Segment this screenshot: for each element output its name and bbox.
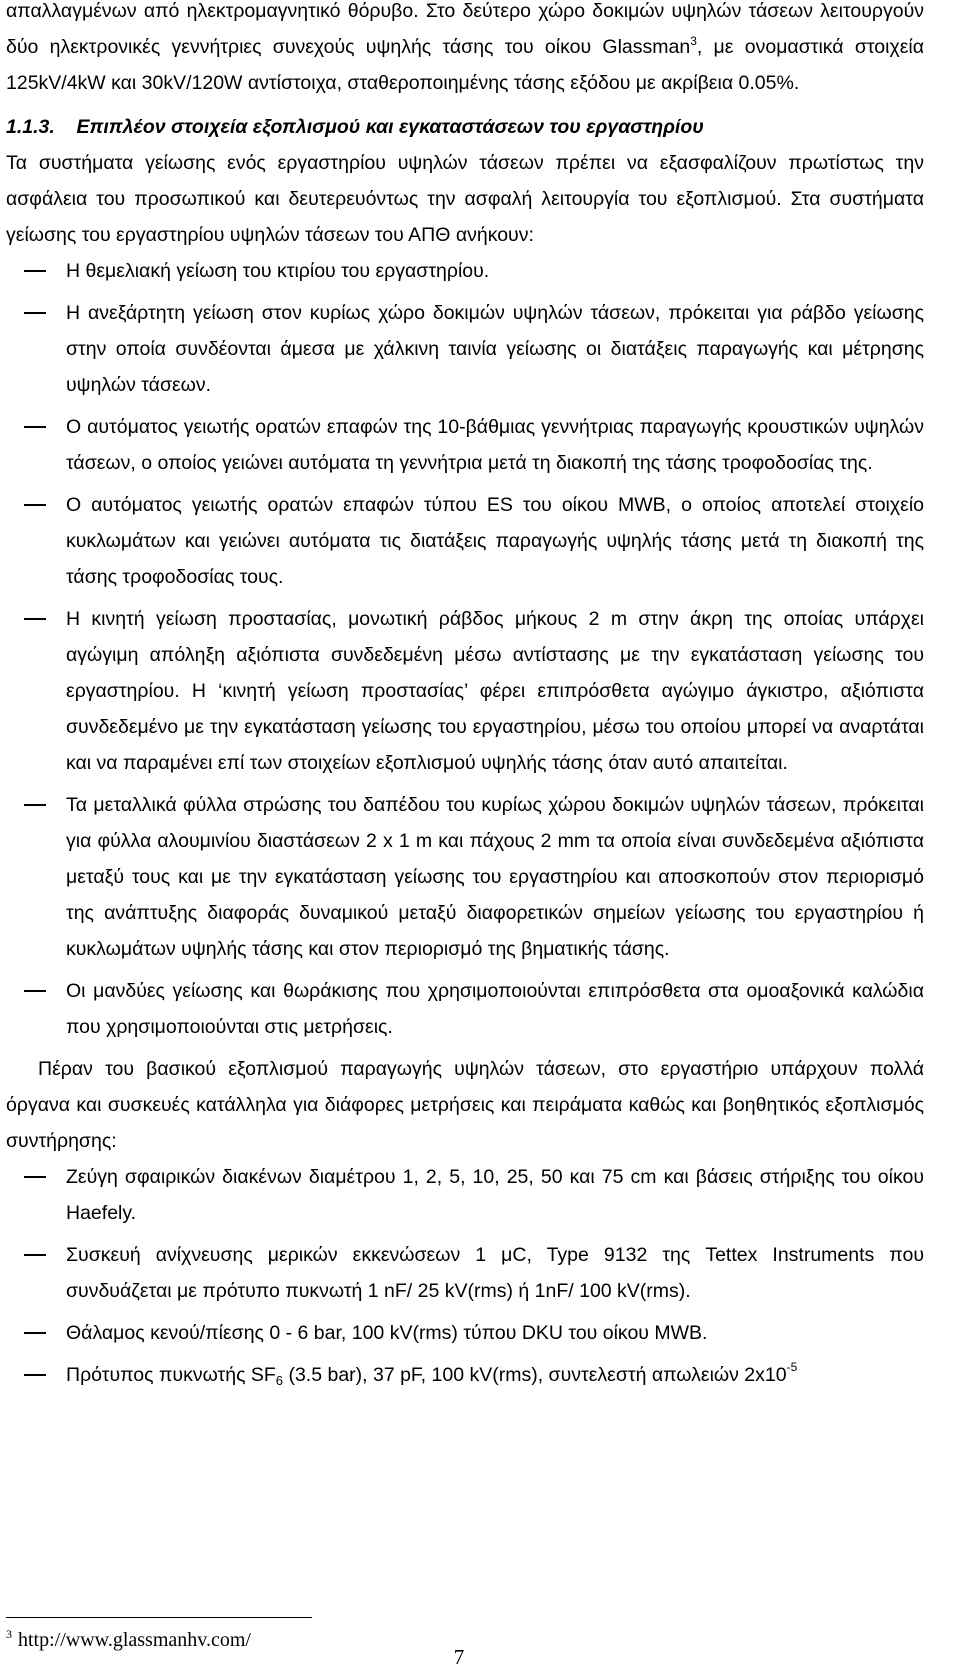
list-item — [6, 1315, 924, 1351]
list-item — [6, 973, 924, 1045]
equipment-intro-paragraph: Πέραν του βασικού εξοπλισμού παραγωγής υψηλών τάσεων, στο εργαστήριο υπάρχουν πολλά όργανα και συσκευές κατάλληλα για διάφορες μετρήσεις και πειράματα καθώς και βοηθητικός εξοπλισμός συντήρησης: — [6, 1058, 924, 1152]
grounding-systems-list — [6, 253, 924, 1045]
list-item-text-part-2: (3.5 bar), 37 pF, 100 kV(rms), συντελεστή απωλειών 2x10 — [283, 1364, 787, 1386]
list-item-text: Η θεμελιακή γείωση του κτιρίου του εργαστηρίου. — [66, 260, 490, 282]
dash-bullet-icon — [24, 990, 46, 992]
list-item-text: Οι μανδύες γείωσης και θωράκισης που χρησιμοποιούνται επιπρόσθετα στα ομοαξονικά καλώδια που χρησιμοποιούνται στις μετρήσεις. — [66, 980, 924, 1038]
grounding-intro-paragraph: Τα συστήματα γείωσης ενός εργαστηρίου υψηλών τάσεων πρέπει να εξασφαλίζουν πρωτίστως την ασφάλεια του προσωπικού και δευτερευόντως την ασφαλή λειτουργία του εξοπλισμού. Στα συστήματα γείωσης του εργαστηρίου υψηλών τάσεων του ΑΠΘ ανήκουν: — [6, 152, 924, 246]
dash-bullet-icon — [24, 804, 46, 806]
footnote-link[interactable]: http://www.glassmanhv.com/ — [18, 1629, 251, 1651]
list-item-text: Θάλαμος κενού/πίεσης 0 - 6 bar, 100 kV(rms) τύπου DKU του οίκου MWB. — [66, 1322, 708, 1344]
intro-text-part-1: απαλλαγμένων από ηλεκτρομαγνητικό θόρυβο. Στο δεύτερο χώρο δοκιμών υψηλών τάσεων λειτουργούν δύο ηλεκτρονικές γεννήτριες συνεχούς υψηλής τάσης του οίκου Glassman — [6, 0, 924, 58]
dash-bullet-icon — [24, 1374, 46, 1376]
dash-bullet-icon — [24, 1176, 46, 1178]
list-item — [6, 409, 924, 481]
list-item — [6, 253, 924, 289]
list-item — [6, 787, 924, 967]
dash-bullet-icon — [24, 618, 46, 620]
page-number: 7 — [453, 1645, 465, 1669]
dash-bullet-icon — [24, 504, 46, 506]
list-item-text: Ο αυτόματος γειωτής ορατών επαφών τύπου ES του οίκου MWB, ο οποίος αποτελεί στοιχείο κυκλωμάτων και γειώνει αυτόματα τις διατάξεις παραγωγής υψηλής τάσης μετά τη διακοπή της τάσης τροφοδοσίας τους. — [66, 494, 924, 588]
dash-bullet-icon — [24, 1332, 46, 1334]
list-item-text: Ζεύγη σφαιρικών διακένων διαμέτρου 1, 2, 5, 10, 25, 50 και 75 cm και βάσεις στήριξης του οίκου Haefely. — [66, 1166, 924, 1224]
footnote-separator — [6, 1617, 312, 1618]
list-item-text-part-1: Πρότυπος πυκνωτής SF — [66, 1364, 276, 1386]
exponent: -5 — [786, 1360, 798, 1374]
list-item-text: Η ανεξάρτητη γείωση στον κυρίως χώρο δοκιμών υψηλών τάσεων, πρόκειται για ράβδο γείωσης στην οποία συνδέονται άμεσα με χάλκινη ταινία γείωσης οι διατάξεις παραγωγής και μέτρησης υψηλών τάσεων. — [66, 302, 924, 396]
list-item-text: Ο αυτόματος γειωτής ορατών επαφών της 10-βάθμιας γεννήτριας παραγωγής κρουστικών υψηλών τάσεων, ο οποίος γειώνει αυτόματα τη γεννήτρια μετά τη διακοπή της τάσης τροφοδοσίας της. — [66, 416, 924, 474]
list-item — [6, 1159, 924, 1231]
equipment-list — [6, 1159, 924, 1393]
list-item — [6, 601, 924, 781]
footnote-reference[interactable]: 3 — [690, 34, 697, 48]
intro-paragraph — [6, 0, 924, 101]
dash-bullet-icon — [24, 270, 46, 272]
dash-bullet-icon — [24, 1254, 46, 1256]
list-item — [6, 487, 924, 595]
list-item — [6, 1237, 924, 1309]
intro-text-part-2: , με ονομαστικά στοιχεία 125kV/4kW και 30kV/120W αντίστοιχα, σταθεροποιημένης τάσης εξόδου με ακρίβεια 0.05%. — [6, 36, 925, 94]
section-heading — [6, 109, 924, 145]
list-item-text: Τα μεταλλικά φύλλα στρώσης του δαπέδου του κυρίως χώρου δοκιμών υψηλών τάσεων, πρόκειται για φύλλα αλουμινίου διαστάσεων 2 x 1 m και πάχους 2 mm τα οποία είναι συνδεδεμένα αξιόπιστα μεταξύ τους και με την εγκατάσταση γείωσης του εργαστηρίου και αποσκοπούν στον περιορισμό της ανάπτυξης διαφοράς δυναμικού μεταξύ διαφορετικών σημείων γείωσης του εργαστηρίου ή κυκλωμάτων υψηλής τάσης και στον περιορισμό της βηματικής τάσης. — [66, 794, 924, 960]
list-item-text: Συσκευή ανίχνευσης μερικών εκκενώσεων 1 μC, Type 9132 της Tettex Instruments που συνδυάζεται με πρότυπο πυκνωτή 1 nF/ 25 kV(rms) ή 1nF/ 100 kV(rms). — [66, 1244, 924, 1302]
list-item — [6, 1357, 924, 1393]
document-page — [6, 0, 924, 1399]
subscript-six: 6 — [275, 1373, 284, 1388]
footnote-number: 3 — [6, 1627, 12, 1641]
dash-bullet-icon — [24, 312, 46, 314]
section-title: Επιπλέον στοιχεία εξοπλισμού και εγκαταστάσεων του εργαστηρίου — [76, 116, 704, 138]
section-number: 1.1.3. — [6, 116, 55, 138]
dash-bullet-icon — [24, 426, 46, 428]
list-item — [6, 295, 924, 403]
list-item-text: Η κινητή γείωση προστασίας, μονωτική ράβδος μήκους 2 m στην άκρη της οποίας υπάρχει αγώγιμη απόληξη αξιόπιστα συνδεδεμένη μέσω αντίστασης με την εγκατάσταση γείωσης του εργαστηρίου. Η ‘κινητή γείωση προστασίας’ φέρει επιπρόσθετα αγώγιμο άγκιστρο, αξιόπιστα συνδεδεμένο με την εγκατάσταση γείωσης του εργαστηρίου, μέσω του οποίου μπορεί να αναρτάται και να παραμένει επί των στοιχείων εξοπλισμού υψηλής τάσης όταν αυτό απαιτείται. — [66, 608, 924, 774]
